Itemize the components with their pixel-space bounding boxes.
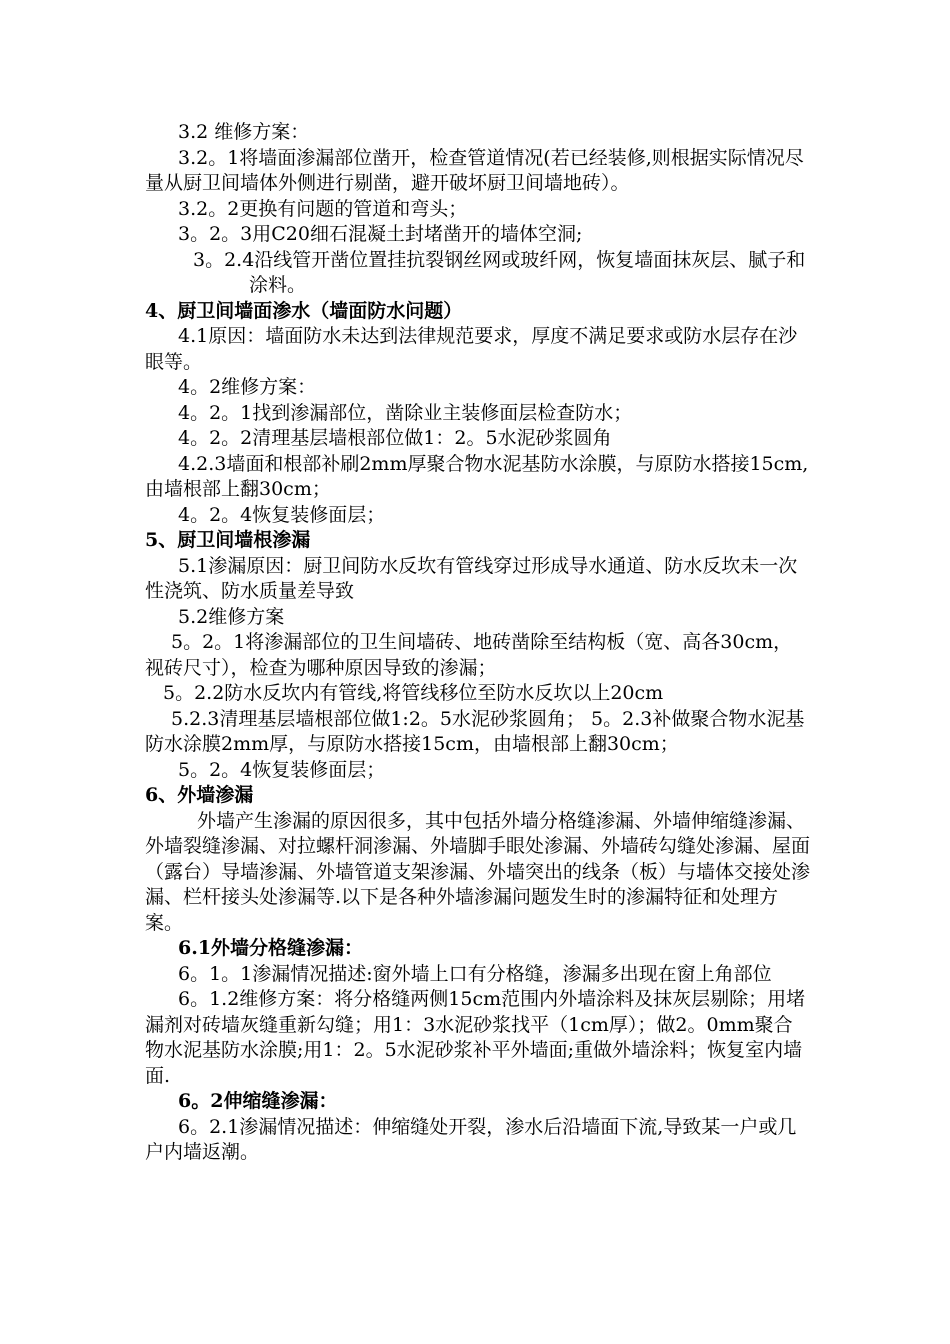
text-line: 4.2.3墙面和根部补刷2mm厚聚合物水泥基防水涂膜，与原防水搭接15cm,由墙根部上翻30cm； [145, 452, 809, 500]
text-line: 6。2.1渗漏情况描述：伸缩缝处开裂，渗水后沿墙面下流,导致某一户或几户内墙返潮。 [145, 1115, 797, 1163]
text-line: 3。2.4沿线管开凿位置挂抗裂钢丝网或玻纤网，恢复墙面抹灰层、腻子和涂料。 [193, 248, 806, 296]
text-line: 4。2维修方案： [178, 376, 317, 398]
text-line: 5。2。1将渗漏部位的卫生间墙砖、地砖凿除至结构板（宽、高各30cm，视砖尺寸），检查为哪种原因导致的渗漏； [145, 631, 793, 679]
section-heading: 4、厨卫间墙面渗水（墙面防水问题） [145, 299, 463, 322]
text-line: 4。2。1找到渗漏部位，凿除业主装修面层检查防水； [178, 401, 633, 424]
text-line: 5.2维修方案 [178, 605, 285, 628]
subsection-heading: 6.1外墙分格缝渗漏： [178, 937, 364, 959]
text-line: 5.2.3清理基层墙根部位做1:2。5水泥砂浆圆角； 5。2.3补做聚合物水泥基防水涂膜2mm厚，与原防水搭接15cm，由墙根部上翻30cm； [145, 707, 805, 755]
text-line: 外墙产生渗漏的原因很多，其中包括外墙分格缝渗漏、外墙伸缩缝渗漏、外墙裂缝渗漏、对拉螺杆洞渗漏、外墙脚手眼处渗漏、外墙砖勾缝处渗漏、屋面（露台）导墙渗漏、外墙管道支架渗漏、外墙突出的线条（板）与墙体交接处渗漏、栏杆接头处渗漏等.以下是各种外墙渗漏问题发生时的渗漏特征和处理方案。 [145, 809, 811, 934]
section-heading: 6、外墙渗漏 [145, 784, 254, 806]
text-line: 3.2。2更换有问题的管道和弯头； [178, 197, 468, 220]
text-line: 5.1渗漏原因：厨卫间防水反坎有管线穿过形成导水通道、防水反坎未一次性浇筑、防水质量差导致 [145, 554, 798, 602]
section-heading: 5、厨卫间墙根渗漏 [145, 529, 311, 551]
text-line: 4。2。2清理基层墙根部位做1：2。5水泥砂浆圆角 [178, 427, 612, 449]
text-line: 4。2。4恢复装修面层； [178, 503, 386, 526]
text-line: 3.2。1将墙面渗漏部位凿开，检查管道情况(若已经装修,则根据实际情况尽量从厨卫间墙体外侧进行剔凿，避开破坏厨卫间墙地砖）。 [145, 146, 804, 194]
text-line: 6。1.2维修方案：将分格缝两侧15cm范围内外墙涂料及抹灰层剔除；用堵漏剂对砖墙灰缝重新勾缝；用1：3水泥砂浆找平（1cm厚）；做2。0mm聚合物水泥基防水涂膜;用1：2。5水泥砂浆补平外墙面;重做外墙涂料；恢复室内墙面. [145, 988, 806, 1087]
text-line: 5。2.2防水反坎内有管线,将管线移位至防水反坎以上20cm [163, 682, 664, 704]
subsection-heading: 6。2伸缩缝渗漏： [178, 1090, 338, 1112]
text-line: 4.1原因：墙面防水未达到法律规范要求，厚度不满足要求或防水层存在沙眼等。 [145, 325, 798, 373]
text-line: 6。1。1渗漏情况描述:窗外墙上口有分格缝，渗漏多出现在窗上角部位 [178, 962, 772, 985]
text-line: 3。2。3用C20细石混凝土封堵凿开的墙体空洞; [178, 223, 583, 245]
text-line: 3.2 维修方案： [178, 121, 310, 143]
document-page [145, 120, 810, 1166]
text-line: 5。2。4恢复装修面层； [178, 758, 386, 781]
